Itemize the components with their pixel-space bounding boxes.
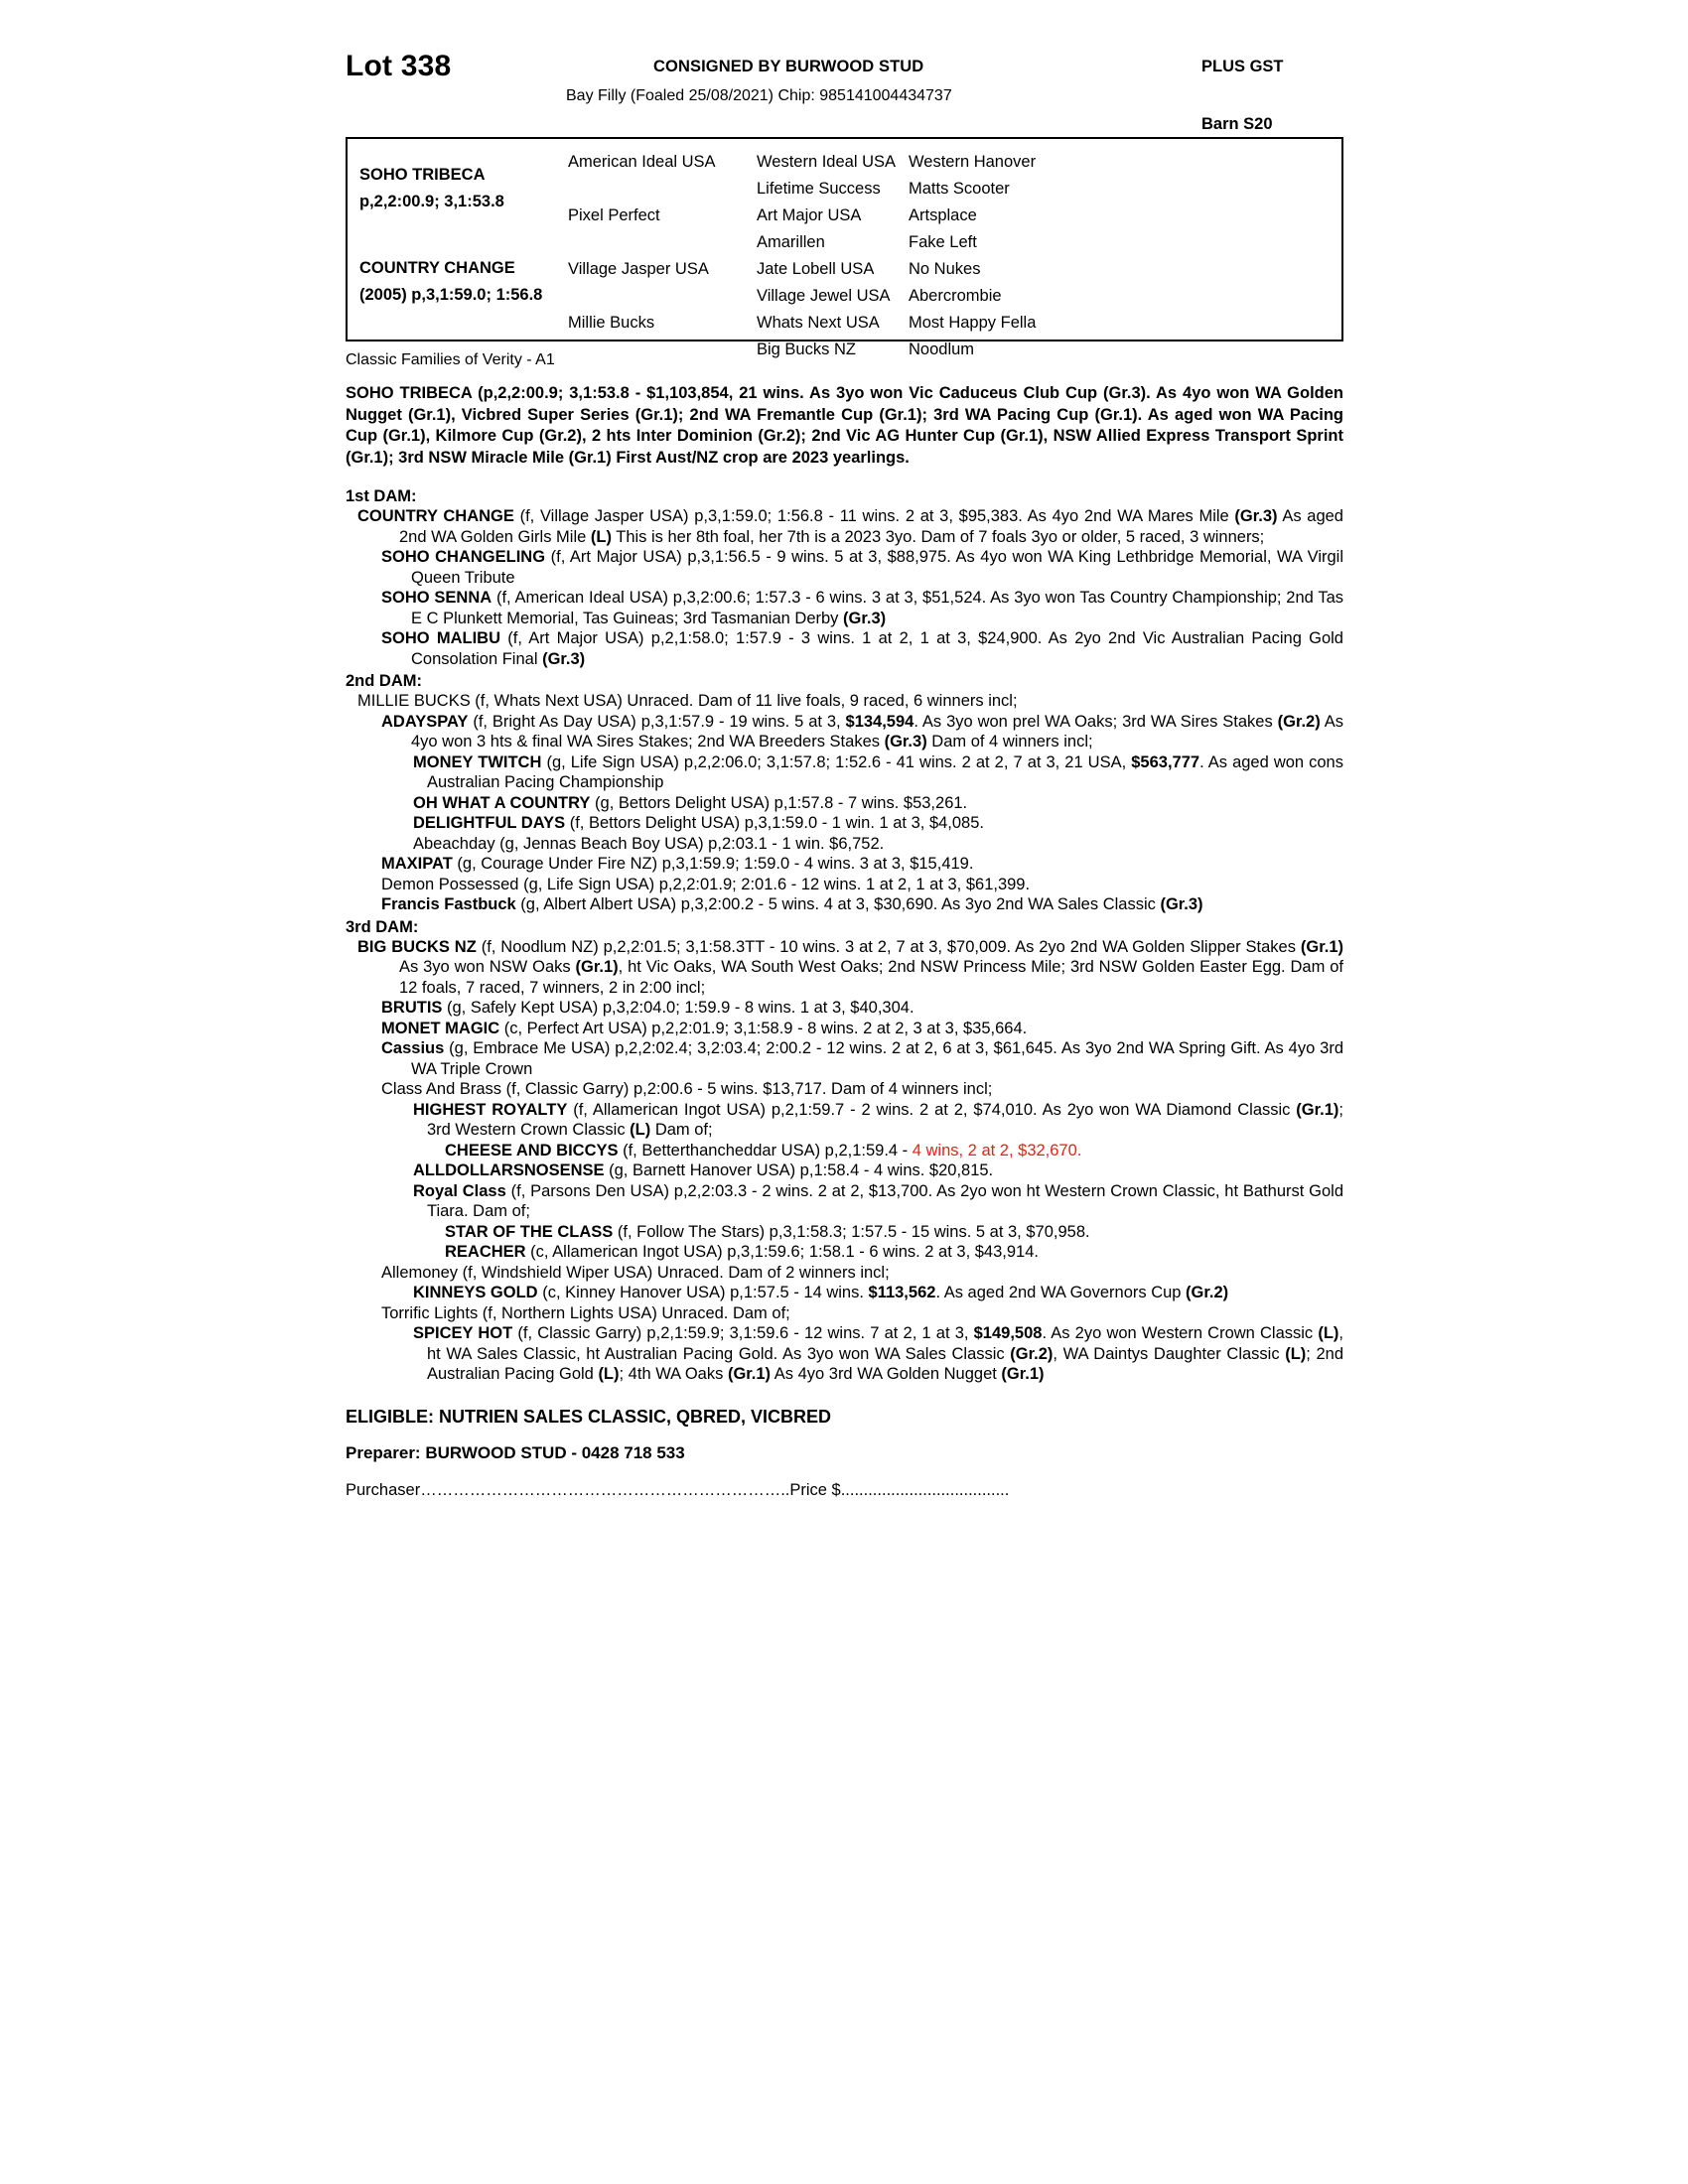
- catalogue-sheet: [346, 40, 1343, 1500]
- pedigree-entry: [363, 998, 1343, 1019]
- pedigree-column-3: [757, 149, 920, 363]
- entry-detail: (f, Noodlum NZ) p,2,2:01.5; 3,1:58.3TT - 10 wins. 3 at 2, 7 at 3, $70,009. As 2yo 2nd WA Golden Slipper Stakes (Gr.1) As 3yo won NSW Oaks (Gr.1), ht Vic Oaks, WA South West Oaks; 2nd NSW Princess Mile; 3rd NSW Golden Easter Egg. Dam of 12 foals, 7 raced, 7 winners, 2 in 2:00 incl;: [399, 937, 1343, 997]
- entry-detail: (g, Embrace Me USA) p,2,2:02.4; 3,2:03.4; 2:00.2 - 12 wins. 2 at 2, 6 at 3, $61,645. As 3yo 2nd WA Spring Gift. As 4yo 3rd WA Triple Crown: [411, 1039, 1343, 1078]
- entry-detail: (f, Whats Next USA) Unraced. Dam of 11 live foals, 9 raced, 6 winners incl;: [470, 692, 1018, 710]
- dam-name: COUNTRY CHANGE: [359, 259, 515, 277]
- entry-detail: (g, Bettors Delight USA) p,1:57.8 - 7 wins. $53,261.: [590, 793, 968, 812]
- entry-detail: (f, Windshield Wiper USA) Unraced. Dam of 2 winners incl;: [458, 1263, 890, 1282]
- pedigree-entry: [363, 588, 1343, 628]
- entry-name: MONET MAGIC: [381, 1019, 500, 1037]
- entry-name: Francis Fastbuck: [381, 895, 516, 913]
- entry-detail-highlight: 4 wins, 2 at 2, $32,670.: [912, 1141, 1082, 1160]
- entry-name: MONEY TWITCH: [413, 752, 542, 771]
- entry-detail: (f, American Ideal USA) p,3,2:00.6; 1:57.3 - 6 wins. 3 at 3, $51,524. As 3yo won Tas Country Championship; 2nd Tas E C Plunkett Memorial, Tas Guineas; 3rd Tasmanian Derby (Gr.3): [411, 589, 1344, 627]
- ped3-row5: Jate Lobell USA: [757, 260, 875, 278]
- dam-section-heading: 1st DAM:: [346, 487, 417, 505]
- entry-name: COUNTRY CHANGE: [357, 507, 514, 525]
- entry-name: OH WHAT A COUNTRY: [413, 793, 591, 812]
- page-header: [346, 40, 1343, 131]
- entry-detail: (f, Village Jasper USA) p,3,1:59.0; 1:56.8 - 11 wins. 2 at 3, $95,383. As 4yo 2nd WA Mares Mile (Gr.3) As aged 2nd WA Golden Girls Mile (L) This is her 8th foal, her 7th is a 2023 3yo. Dam of 7 foals 3yo or older, 5 raced, 3 winners;: [399, 507, 1343, 546]
- entry-detail: (g, Life Sign USA) p,2,2:06.0; 3,1:57.8; 1:52.6 - 41 wins. 2 at 2, 7 at 3, 21 USA, $563,777. As aged won cons Australian Pacing Championship: [427, 752, 1343, 791]
- pedigree-entry: [363, 1303, 1343, 1324]
- entry-detail: (g, Barnett Hanover USA) p,1:58.4 - 4 wins. $20,815.: [604, 1161, 994, 1179]
- pedigree-entry: [379, 793, 1343, 814]
- entry-detail: (f, Classic Garry) p,2,1:59.9; 3,1:59.6 - 12 wins. 7 at 2, 1 at 3, $149,508. As 2yo won Western Crown Classic (L), ht WA Sales Classic, ht Australian Pacing Gold. As 3yo won WA Sales Classic (Gr.2), WA Daintys Daughter Classic (L); 2nd Australian Pacing Gold (L); 4th WA Oaks (Gr.1) As 4yo 3rd WA Golden Nugget (Gr.1): [427, 1324, 1344, 1383]
- ped2-row4: Millie Bucks: [568, 314, 655, 332]
- preparer-line: Preparer: BURWOOD STUD - 0428 718 533: [346, 1442, 685, 1462]
- entry-detail: (f, Parsons Den USA) p,2,2:03.3 - 2 wins. 2 at 2, $13,700. As 2yo won ht Western Crown Classic, ht Bathurst Gold Tiara. Dam of;: [427, 1181, 1344, 1220]
- ped4-row8: Noodlum: [909, 341, 975, 358]
- entry-name: HIGHEST ROYALTY: [413, 1100, 568, 1119]
- entry-name: STAR OF THE CLASS: [445, 1222, 614, 1241]
- entry-name: SOHO MALIBU: [381, 629, 500, 647]
- entry-name: Torrific Lights: [381, 1303, 479, 1322]
- pedigree-entry: [379, 834, 1343, 855]
- pedigree-entry: [352, 506, 1343, 547]
- entry-name: KINNEYS GOLD: [413, 1284, 538, 1301]
- entry-detail: (f, Northern Lights USA) Unraced. Dam of;: [478, 1303, 790, 1322]
- pedigree-entry: [363, 894, 1343, 915]
- entry-name: MILLIE BUCKS: [357, 692, 471, 710]
- dam-section-heading: 3rd DAM:: [346, 917, 419, 936]
- entry-name: SOHO SENNA: [381, 589, 492, 607]
- entry-detail: (f, Betterthancheddar USA) p,2,1:59.4 -: [618, 1141, 913, 1160]
- sire-name: SOHO TRIBECA: [359, 166, 486, 184]
- pedigree-entry: [352, 937, 1343, 999]
- ped4-row2: Matts Scooter: [909, 180, 1010, 198]
- pedigree-entry: [363, 854, 1343, 875]
- entry-name: MAXIPAT: [381, 855, 453, 873]
- pedigree-entry: [379, 1160, 1343, 1181]
- pedigree-entry: [379, 752, 1343, 793]
- entry-detail: (g, Life Sign USA) p,2,2:01.9; 2:01.6 - 12 wins. 1 at 2, 1 at 3, $61,399.: [518, 875, 1031, 893]
- entry-name: Abeachday: [413, 834, 495, 853]
- entry-name: Demon Possessed: [381, 875, 519, 893]
- pedigree-column-2: [568, 149, 776, 337]
- entry-detail: (g, Albert Albert USA) p,3,2:00.2 - 5 wins. 4 at 3, $30,690. As 3yo 2nd WA Sales Classic (Gr.3): [515, 895, 1203, 913]
- ped4-row4: Fake Left: [909, 233, 977, 251]
- entry-detail: (c, Kinney Hanover USA) p,1:57.5 - 14 wins. $113,562. As aged 2nd WA Governors Cup (Gr.2): [537, 1284, 1229, 1301]
- entry-detail: (f, Bettors Delight USA) p,3,1:59.0 - 1 win. 1 at 3, $4,085.: [565, 814, 984, 832]
- entry-name: Allemoney: [381, 1263, 459, 1282]
- entry-detail: (f, Bright As Day USA) p,3,1:57.9 - 19 wins. 5 at 3, $134,594. As 3yo won prel WA Oaks; 3rd WA Sires Stakes (Gr.2) As 4yo won 3 hts & final WA Sires Stakes; 2nd WA Breeders Stakes (Gr.3) Dam of 4 winners incl;: [411, 712, 1343, 751]
- entry-detail: (f, Classic Garry) p,2:00.6 - 5 wins. $13,717. Dam of 4 winners incl;: [501, 1080, 993, 1098]
- pedigree-entry: [363, 1079, 1343, 1100]
- pedigree-entry: [352, 691, 1343, 712]
- entry-name: DELIGHTFUL DAYS: [413, 814, 566, 832]
- barn-label: Barn S20: [1201, 115, 1273, 133]
- pedigree-entry: [395, 1141, 1343, 1161]
- lot-number: Lot 338: [346, 50, 452, 82]
- ped3-row2: Lifetime Success: [757, 180, 881, 198]
- entry-detail: (g, Jennas Beach Boy USA) p,2:03.1 - 1 win. $6,752.: [494, 834, 885, 853]
- entry-detail: (g, Courage Under Fire NZ) p,3,1:59.9; 1:59.0 - 4 wins. 3 at 3, $15,419.: [452, 855, 974, 873]
- ped4-row7: Most Happy Fella: [909, 314, 1037, 332]
- entry-detail: (f, Art Major USA) p,3,1:56.5 - 9 wins. 5 at 3, $88,975. As 4yo won WA King Lethbridge Memorial, WA Virgil Queen Tribute: [411, 548, 1343, 587]
- ped3-row3: Art Major USA: [757, 206, 862, 224]
- entry-name: Class And Brass: [381, 1080, 502, 1098]
- ped2-row3: Village Jasper USA: [568, 260, 709, 278]
- pedigree-column-sire-dam: [359, 149, 598, 309]
- ped3-row7: Whats Next USA: [757, 314, 880, 332]
- entry-name: SOHO CHANGELING: [381, 548, 546, 566]
- ped4-row6: Abercrombie: [909, 287, 1002, 305]
- entry-detail: (c, Perfect Art USA) p,2,2:01.9; 3,1:58.9 - 8 wins. 2 at 2, 3 at 3, $35,664.: [499, 1019, 1028, 1037]
- pedigree-entry: [395, 1222, 1343, 1243]
- pedigree-entry: [363, 875, 1343, 895]
- consignor-line: CONSIGNED BY BURWOOD STUD: [653, 58, 924, 75]
- ped4-row5: No Nukes: [909, 260, 981, 278]
- pedigree-entry: [363, 628, 1343, 669]
- pedigree-entry: [363, 1038, 1343, 1079]
- ped4-row1: Western Hanover: [909, 153, 1037, 171]
- dam-section-heading: 2nd DAM:: [346, 672, 422, 690]
- entry-detail: (f, Allamerican Ingot USA) p,2,1:59.7 - 2 wins. 2 at 2, $74,010. As 2yo won WA Diamond Classic (Gr.1); 3rd Western Crown Classic (L) Dam of;: [427, 1100, 1343, 1139]
- plus-gst-label: PLUS GST: [1201, 58, 1284, 75]
- pedigree-entry: [379, 1181, 1343, 1222]
- horse-description: Bay Filly (Foaled 25/08/2021) Chip: 985141004434737: [566, 87, 952, 104]
- ped3-row8: Big Bucks NZ: [757, 341, 856, 358]
- ped2-row1: American Ideal USA: [568, 153, 716, 171]
- ped3-row1: Western Ideal USA: [757, 153, 897, 171]
- entry-name: SPICEY HOT: [413, 1324, 513, 1342]
- pedigree-entry: [379, 1323, 1343, 1385]
- sire-blurb: SOHO TRIBECA (p,2,2:00.9; 3,1:53.8 - $1,103,854, 21 wins. As 3yo won Vic Caduceus Club Cup (Gr.3). As 4yo won WA Golden Nugget (Gr.1), Vicbred Super Series (Gr.1); 2nd WA Fremantle Cup (Gr.1); 3rd WA Pacing Cup (Gr.1). As aged won WA Pacing Cup (Gr.1), Kilmore Cup (Gr.2), 2 hts Inter Dominion (Gr.2); 2nd Vic AG Hunter Cup (Gr.1), NSW Allied Express Transport Sprint (Gr.1); 3rd NSW Miracle Mile (Gr.1) First Aust/NZ crop are 2023 yearlings.: [346, 384, 1343, 467]
- classic-families-line: Classic Families of Verity - A1: [346, 351, 555, 368]
- entry-name: Royal Class: [413, 1181, 506, 1200]
- entry-name: BRUTIS: [381, 999, 443, 1017]
- dam-sections: [346, 486, 1343, 1385]
- purchaser-line: Purchaser…………………………………………………………..Price $.....................................: [346, 1480, 1010, 1499]
- ped3-row4: Amarillen: [757, 233, 825, 251]
- pedigree-table: [346, 137, 1343, 358]
- entry-name: REACHER: [445, 1243, 526, 1261]
- pedigree-entry: [363, 547, 1343, 588]
- entry-name: Cassius: [381, 1039, 445, 1057]
- eligible-line: ELIGIBLE: NUTRIEN SALES CLASSIC, QBRED, VICBRED: [346, 1406, 832, 1427]
- sire-record: p,2,2:00.9; 3,1:53.8: [359, 193, 504, 210]
- entry-name: ADAYSPAY: [381, 712, 469, 731]
- ped4-row3: Artsplace: [909, 206, 977, 224]
- entry-name: CHEESE AND BICCYS: [445, 1141, 619, 1160]
- entry-detail: (f, Follow The Stars) p,3,1:58.3; 1:57.5 - 15 wins. 5 at 3, $70,958.: [613, 1222, 1090, 1241]
- entry-name: ALLDOLLARSNOSENSE: [413, 1161, 605, 1179]
- pedigree-entry: [363, 1019, 1343, 1039]
- ped3-row6: Village Jewel USA: [757, 287, 891, 305]
- entry-detail: (f, Art Major USA) p,2,1:58.0; 1:57.9 - 3 wins. 1 at 2, 1 at 3, $24,900. As 2yo 2nd Vic Australian Pacing Gold Consolation Final (Gr.3): [411, 629, 1343, 668]
- pedigree-entry: [379, 1100, 1343, 1141]
- pedigree-entry: [379, 813, 1343, 834]
- pedigree-entry: [395, 1242, 1343, 1263]
- ped2-row2: Pixel Perfect: [568, 206, 660, 224]
- pedigree-entry: [363, 712, 1343, 752]
- pedigree-entry: [363, 1263, 1343, 1284]
- entry-detail: (c, Allamerican Ingot USA) p,3,1:59.6; 1:58.1 - 6 wins. 2 at 3, $43,914.: [525, 1243, 1039, 1261]
- pedigree-entry: [379, 1283, 1343, 1303]
- entry-name: BIG BUCKS NZ: [357, 937, 477, 956]
- dam-record: (2005) p,3,1:59.0; 1:56.8: [359, 286, 543, 304]
- entry-detail: (g, Safely Kept USA) p,3,2:04.0; 1:59.9 - 8 wins. 1 at 3, $40,304.: [442, 999, 914, 1017]
- pedigree-column-4: [909, 149, 1087, 363]
